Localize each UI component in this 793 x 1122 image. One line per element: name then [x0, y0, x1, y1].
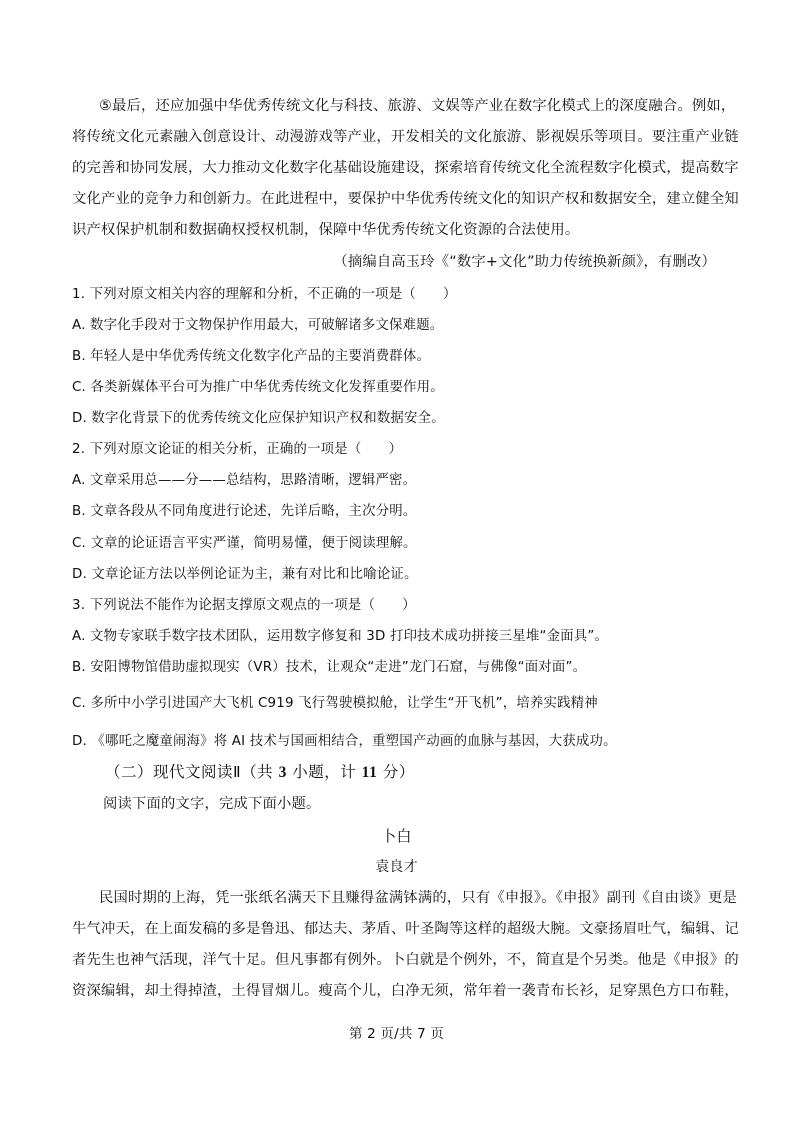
question-2-option-c: C. 文章的论证语言平实严谨，简明易懂，便于阅读理解。	[72, 536, 417, 551]
section-heading-suffix: 分）	[377, 763, 415, 781]
question-1-option-c: C. 各类新媒体平台可为推广中华优秀传统文化发挥重要作用。	[72, 380, 444, 395]
source-citation: （摘编自高玉玲《“数字+文化”助力传统换新颜》，有删改）	[333, 254, 716, 270]
question-3-option-b: B. 安阳博物馆借助虚拟现实（VR）技术，让观众“走进”龙门石窟，与佛像“面对面”。	[72, 660, 587, 675]
story-title: 卜白	[381, 827, 412, 845]
story-line-1: 民国时期的上海，凭一张纸名满天下且赚得盆满钵满的，只有《申报》。《申报》副刊《自由谈》更是	[99, 890, 738, 906]
question-2-option-b: B. 文章各段从不同角度进行论述，先详后略，主次分明。	[72, 504, 417, 519]
story-line-4: 资深编辑，却土得掉渣，土得冒烟儿。瘦高个儿，白净无须，常年着一袭青布长衫，足穿黑色方口布鞋，	[72, 983, 739, 999]
paragraph-5-line-1: ⑤最后，还应加强中华优秀传统文化与科技、旅游、文娱等产业在数字化模式上的深度融合。例如，	[99, 98, 736, 114]
question-1-option-a: A. 数字化手段对于文物保护作用最大，可破解诸多文保难题。	[72, 318, 444, 333]
paragraph-5-line-4: 文化产业的竞争力和创新力。在此进程中，要保护中华优秀传统文化的知识产权和数据安全，建立健全知	[72, 191, 739, 207]
section-heading	[105, 762, 755, 783]
page-number: 第 2 页/共 7 页	[348, 1026, 445, 1042]
question-1-option-b: B. 年轻人是中华优秀传统文化数字化产品的主要消费群体。	[72, 349, 431, 364]
question-3-option-c: C. 多所中小学引进国产大飞机 C919 飞行驾驶模拟舱，让学生“开飞机”，培养实践精神	[72, 696, 598, 711]
paragraph-5-line-3: 的完善和协同发展，大力推动文化数字化基础设施建设，探索培育传统文化全流程数字化模式，提高数字	[72, 160, 739, 176]
paragraph-5-line-5: 识产权保护机制和数据确权授权机制，保障中华优秀传统文化资源的合法使用。	[72, 222, 580, 238]
section-heading-prefix: （二）现代文阅读Ⅱ（共	[105, 763, 279, 781]
question-2-option-d: D. 文章论证方法以举例论证为主，兼有对比和比喻论证。	[72, 567, 418, 582]
question-1-stem: 1. 下列对原文相关内容的理解和分析，不正确的一项是（ ）	[72, 287, 457, 302]
question-2-stem: 2. 下列对原文论证的相关分析，正确的一项是（ ）	[72, 442, 403, 457]
section-points: 11	[361, 764, 378, 781]
section-heading-mid: 小题，计	[286, 763, 362, 781]
question-1-option-d: D. 数字化背景下的优秀传统文化应保护知识产权和数据安全。	[72, 411, 445, 426]
question-3-stem: 3. 下列说法不能作为论据支撑原文观点的一项是（ ）	[72, 598, 416, 613]
question-2-option-a: A. 文章采用总——分——总结构，思路清晰，逻辑严密。	[72, 473, 417, 488]
question-3-option-d: D. 《哪吒之魔童闹海》将 AI 技术与国画相结合，重塑国产动画的血脉与基因，大获成功。	[72, 734, 617, 749]
section-question-count: 3	[278, 764, 287, 781]
story-line-3: 者先生也神气活现，洋气十足。但凡事都有例外。卜白就是个例外，不，简直是个另类。他是《申报》的	[72, 952, 739, 968]
reading-instruction: 阅读下面的文字，完成下面小题。	[103, 796, 321, 812]
paragraph-5-line-2: 将传统文化元素融入创意设计、动漫游戏等产业，开发相关的文化旅游、影视娱乐等项目。要注重产业链	[72, 129, 739, 145]
story-line-2: 牛气冲天，在上面发稿的多是鲁迅、郁达夫、茅盾、叶圣陶等这样的超级大腕。文豪扬眉吐气，编辑、记	[72, 921, 739, 937]
story-author: 袁良才	[375, 859, 418, 875]
question-3-option-a: A. 文物专家联手数字技术团队，运用数字修复和 3D 打印技术成功拼接三星堆“金面具”。	[72, 629, 609, 644]
